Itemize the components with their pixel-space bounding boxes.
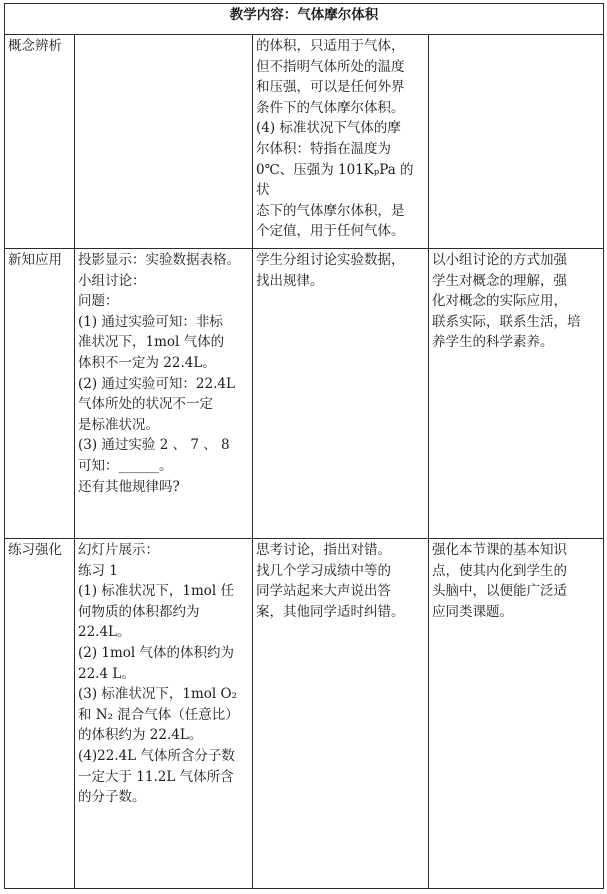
text-line: (2) 通过实验可知：22.4L [78, 375, 235, 392]
text-line: 同学站起来大声说出答 [256, 583, 391, 600]
text-line: 点，使其内化到学生的 [432, 562, 567, 579]
text-line: 态下的气体摩尔体积，是 [256, 202, 405, 219]
text-line: (4) 标准状况下气体的摩 [256, 120, 401, 137]
design-intent-cell [429, 35, 604, 249]
teacher-activity-cell [75, 539, 253, 889]
text-line: 投影显示：实验数据表格。 [78, 252, 240, 268]
text-line: 强化本节课的基本知识 [432, 542, 567, 558]
text-line: 问题： [78, 293, 119, 310]
text-line: 以小组讨论的方式加强 [432, 252, 567, 268]
student-activity-cell [253, 35, 429, 249]
text-line: 准状况下，1mol 气体的 [78, 334, 225, 351]
text-line: 何物质的体积都约为 [78, 603, 200, 620]
student-activity-cell [253, 249, 429, 539]
stage-label: 练习强化 [5, 539, 75, 889]
text-line: 应同类课题。 [432, 603, 513, 620]
design-intent-cell [429, 539, 604, 889]
text-line: 是标准状况。 [78, 416, 159, 433]
text-line: 和压强，可以是任何外界 [256, 79, 405, 96]
text-line: (3) 标准状况下，1mol O₂ [78, 686, 238, 703]
text-line: 案，其他同学适时纠错。 [256, 603, 405, 620]
text-line: 一定大于 11.2L 气体所含 [78, 768, 234, 785]
table-row [5, 539, 604, 889]
text-line: (1) 通过实验可知：非标 [78, 313, 223, 330]
table-row [5, 249, 604, 539]
table-row [5, 35, 604, 249]
text-line: 练习 1 [78, 562, 118, 579]
text-line: (4)22.4L 气体所含分子数 [78, 747, 235, 764]
text-line: 思考讨论，指出对错。 [256, 542, 391, 558]
text-line: 气体所处的状况不一定 [78, 396, 213, 413]
text-line: 找几个学习成绩中等的 [256, 562, 391, 579]
text-line: 的体积约为 22.4L。 [78, 727, 203, 744]
teacher-activity-cell [75, 35, 253, 249]
title-row [5, 4, 604, 35]
text-line: 头脑中，以便能广泛适 [432, 583, 567, 600]
student-activity-cell [253, 539, 429, 889]
text-line: 找出规律。 [256, 272, 324, 289]
text-line: 小组讨论： [78, 272, 146, 289]
text-line: 个定值，用于任何气体。 [256, 223, 405, 240]
stage-label: 概念辨析 [5, 35, 75, 249]
stage-label: 新知应用 [5, 249, 75, 539]
text-line: 幻灯片展示： [78, 542, 159, 558]
text-line: 22.4 L。 [78, 665, 135, 682]
text-line: 化对概念的实际应用， [432, 293, 567, 310]
lesson-plan-table [4, 3, 604, 889]
text-line: 但不指明气体所处的温度 [256, 58, 405, 75]
text-line: 学生对概念的理解，强 [432, 272, 567, 289]
text-line: 养学生的科学素养。 [432, 334, 554, 351]
text-line: 尔体积：特指在温度为 [256, 140, 391, 157]
text-line: 和 N₂ 混合气体（任意比） [78, 706, 239, 723]
text-line: 体积不一定为 22.4L。 [78, 354, 216, 371]
text-line: 的体积，只适用于气体， [256, 38, 405, 54]
teacher-activity-cell [75, 249, 253, 539]
text-line: 还有其他规律吗? [78, 478, 180, 495]
text-line: 0℃、压强为 101KₚPa 的状 [256, 161, 414, 199]
table-title: 教学内容：气体摩尔体积 [5, 4, 604, 35]
design-intent-cell [429, 249, 604, 539]
text-line: (1) 标准状况下，1mol 任 [78, 583, 235, 600]
text-line: 可知：______。 [78, 457, 173, 474]
text-line: 学生分组讨论实验数据， [256, 252, 405, 268]
text-line: 的分子数。 [78, 789, 146, 806]
text-line: (3) 通过实验 2 、 7 、 8 [78, 437, 230, 454]
text-line: 条件下的气体摩尔体积。 [256, 99, 405, 116]
text-line: 22.4L。 [78, 624, 131, 641]
text-line: (2) 1mol 气体的体积约为 [78, 644, 235, 661]
text-line: 联系实际，联系生活，培 [432, 313, 581, 330]
